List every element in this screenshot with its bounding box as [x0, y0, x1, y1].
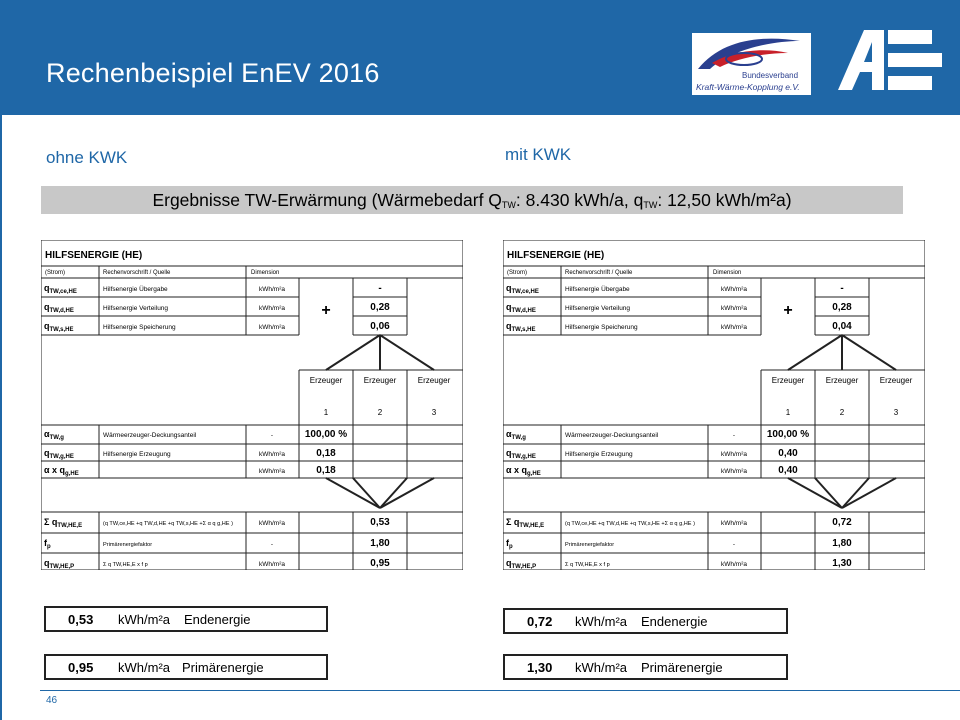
- row-symbol: qTW,ce,HE: [506, 283, 539, 295]
- bkwk-logo: [692, 33, 811, 95]
- row-symbol: fp: [506, 538, 513, 550]
- row-value: 1,80: [370, 538, 390, 549]
- header-rechenvorschrift: Rechenvorschrift / Quelle: [565, 270, 633, 276]
- erzeuger-number: 1: [323, 408, 329, 417]
- merge-arrows: [788, 478, 896, 508]
- row-description: Wärmeerzeuger-Deckungsanteil: [565, 432, 659, 439]
- row-symbol: fp: [44, 538, 51, 550]
- row-dimension: kWh/m²a: [259, 561, 285, 568]
- label-ohne-kwk: ohne KWK: [46, 148, 128, 167]
- results-banner: [41, 186, 903, 214]
- result-unit: kWh/m²a: [575, 660, 627, 675]
- label-mit-kwk: mit KWK: [505, 145, 572, 164]
- result-value: 0,95: [68, 660, 94, 675]
- row-description: Σ q TW,HE,E x f p: [103, 562, 148, 568]
- row-symbol: Σ qTW,HE,E: [506, 517, 545, 529]
- banner-sub1: TW: [501, 200, 516, 210]
- row-symbol: α x qg,HE: [44, 465, 79, 477]
- erzeuger-label: Erzeuger: [309, 376, 343, 385]
- row-value: -: [840, 283, 844, 294]
- row-symbol: qTW,s,HE: [506, 321, 536, 333]
- row-symbol: qTW,HE,P: [506, 558, 537, 570]
- plus-sign: +: [783, 302, 793, 319]
- row-description: Primärenergiefaktor: [565, 542, 615, 548]
- row-value: 0,40: [778, 465, 798, 476]
- header-rechenvorschrift: Rechenvorschrift / Quelle: [103, 270, 171, 276]
- row-description: Hilfsenergie Verteilung: [103, 305, 169, 312]
- row-description: Hilfsenergie Erzeugung: [565, 451, 633, 458]
- row-dimension: kWh/m²a: [259, 451, 285, 458]
- distribution-arrows: [326, 335, 434, 370]
- row-symbol: qTW,d,HE: [506, 302, 536, 314]
- erzeuger-label: Erzeuger: [825, 376, 859, 385]
- row-description: Hilfsenergie Übergabe: [103, 286, 168, 293]
- ae-logo: [838, 28, 942, 94]
- calc-sheet-mit-kwk: [503, 240, 925, 570]
- erzeuger-number: 1: [785, 408, 791, 417]
- row-symbol: qTW,ce,HE: [44, 283, 77, 295]
- row-dimension: kWh/m²a: [721, 561, 747, 568]
- row-value: 0,28: [370, 302, 390, 313]
- result-endenergie-mit: [503, 608, 788, 634]
- row-symbol: qTW,g,HE: [44, 448, 74, 460]
- row-dimension: kWh/m²a: [721, 451, 747, 458]
- distribution-arrows: [788, 335, 896, 370]
- row-symbol: qTW,g,HE: [506, 448, 536, 460]
- row-dimension: kWh/m²a: [259, 324, 285, 331]
- sheet-title: HILFSENERGIE (HE): [45, 250, 143, 261]
- row-description: Hilfsenergie Übergabe: [565, 286, 630, 293]
- result-value: 0,72: [527, 614, 553, 629]
- row-dimension: -: [732, 432, 736, 439]
- bkwk-logo-line2: Kraft-Wärme-Kopplung e.V.: [696, 82, 800, 92]
- row-dimension: kWh/m²a: [721, 286, 747, 293]
- result-label: Primärenergie: [182, 660, 264, 675]
- row-description: Wärmeerzeuger-Deckungsanteil: [103, 432, 197, 439]
- row-dimension: kWh/m²a: [259, 305, 285, 312]
- header-strom: (Strom): [45, 270, 65, 276]
- row-description: Σ q TW,HE,E x f p: [565, 562, 610, 568]
- result-unit: kWh/m²a: [118, 612, 170, 627]
- erzeuger-label: Erzeuger: [879, 376, 913, 385]
- banner-prefix: Ergebnisse TW-Erwärmung (Wärmebedarf Q: [152, 190, 502, 210]
- header-dimension: Dimension: [713, 270, 742, 276]
- erzeuger-number: 2: [839, 408, 845, 417]
- result-value: 0,53: [68, 612, 94, 627]
- row-dimension: kWh/m²a: [259, 520, 285, 527]
- row-value: 1,80: [832, 538, 852, 549]
- row-value: 0,18: [316, 465, 336, 476]
- row-dimension: -: [270, 541, 274, 548]
- result-endenergie-ohne: [44, 606, 328, 632]
- row-description: Hilfsenergie Erzeugung: [103, 451, 171, 458]
- row-description: (q TW,ce,HE +q TW,d,HE +q TW,s,HE +Σ α q g,HE ): [103, 521, 233, 527]
- calc-sheet-graphic: [41, 240, 463, 570]
- left-accent-line: [0, 115, 2, 720]
- row-dimension: kWh/m²a: [721, 520, 747, 527]
- row-dimension: kWh/m²a: [259, 286, 285, 293]
- row-value: 0,18: [316, 448, 336, 459]
- row-symbol: αTW,g: [44, 429, 64, 441]
- row-dimension: -: [270, 432, 274, 439]
- calc-sheet-graphic: [503, 240, 925, 570]
- row-value: 0,28: [832, 302, 852, 313]
- bkwk-logo-graphic: [692, 33, 811, 95]
- row-dimension: kWh/m²a: [259, 468, 285, 475]
- row-symbol: αTW,g: [506, 429, 526, 441]
- row-description: Hilfsenergie Speicherung: [565, 324, 638, 331]
- row-value: 0,95: [370, 558, 390, 569]
- row-value: 0,06: [370, 321, 390, 332]
- erzeuger-label: Erzeuger: [417, 376, 451, 385]
- row-value: 0,72: [832, 517, 852, 528]
- row-symbol: qTW,d,HE: [44, 302, 74, 314]
- page-number: 46: [46, 695, 58, 706]
- row-value: 100,00 %: [304, 429, 348, 440]
- erzeuger-label: Erzeuger: [363, 376, 397, 385]
- row-symbol: qTW,s,HE: [44, 321, 74, 333]
- result-value: 1,30: [527, 660, 553, 675]
- header-dimension: Dimension: [251, 270, 280, 276]
- erzeuger-number: 2: [377, 408, 383, 417]
- row-value: 0,53: [370, 517, 390, 528]
- erzeuger-number: 3: [893, 408, 899, 417]
- row-description: Hilfsenergie Speicherung: [103, 324, 176, 331]
- result-primaerenergie-mit: [503, 654, 788, 680]
- row-dimension: -: [732, 541, 736, 548]
- title-bar: [0, 0, 960, 115]
- row-description: (q TW,ce,HE +q TW,d,HE +q TW,s,HE +Σ α q g,HE ): [565, 521, 695, 527]
- merge-arrows: [326, 478, 434, 508]
- row-symbol: α x qg,HE: [506, 465, 541, 477]
- result-unit: kWh/m²a: [575, 614, 627, 629]
- page-title: Rechenbeispiel EnEV 2016: [46, 58, 380, 88]
- row-symbol: Σ qTW,HE,E: [44, 517, 83, 529]
- banner-middle: : 8.430 kWh/a, q: [515, 190, 644, 210]
- bkwk-logo-line1: Bundesverband: [742, 71, 799, 80]
- row-dimension: kWh/m²a: [721, 305, 747, 312]
- row-value: 100,00 %: [766, 429, 810, 440]
- row-value: 1,30: [832, 558, 852, 569]
- result-primaerenergie-ohne: [44, 654, 328, 680]
- row-dimension: kWh/m²a: [721, 468, 747, 475]
- row-value: -: [378, 283, 382, 294]
- row-value: 0,04: [832, 321, 852, 332]
- header-strom: (Strom): [507, 270, 527, 276]
- sheet-title: HILFSENERGIE (HE): [507, 250, 605, 261]
- result-label: Endenergie: [184, 612, 251, 627]
- calc-sheet-ohne-kwk: [41, 240, 463, 570]
- result-label: Primärenergie: [641, 660, 723, 675]
- erzeuger-label: Erzeuger: [771, 376, 805, 385]
- ae-logo-graphic: [838, 28, 942, 94]
- plus-sign: +: [321, 302, 331, 319]
- erzeuger-number: 3: [431, 408, 437, 417]
- footer-line: [40, 690, 960, 691]
- banner-suffix: : 12,50 kWh/m²a): [657, 190, 792, 210]
- result-unit: kWh/m²a: [118, 660, 170, 675]
- row-dimension: kWh/m²a: [721, 324, 747, 331]
- row-description: Hilfsenergie Verteilung: [565, 305, 631, 312]
- row-value: 0,40: [778, 448, 798, 459]
- result-label: Endenergie: [641, 614, 708, 629]
- banner-sub2: TW: [643, 200, 658, 210]
- row-symbol: qTW,HE,P: [44, 558, 75, 570]
- row-description: Primärenergiefaktor: [103, 542, 153, 548]
